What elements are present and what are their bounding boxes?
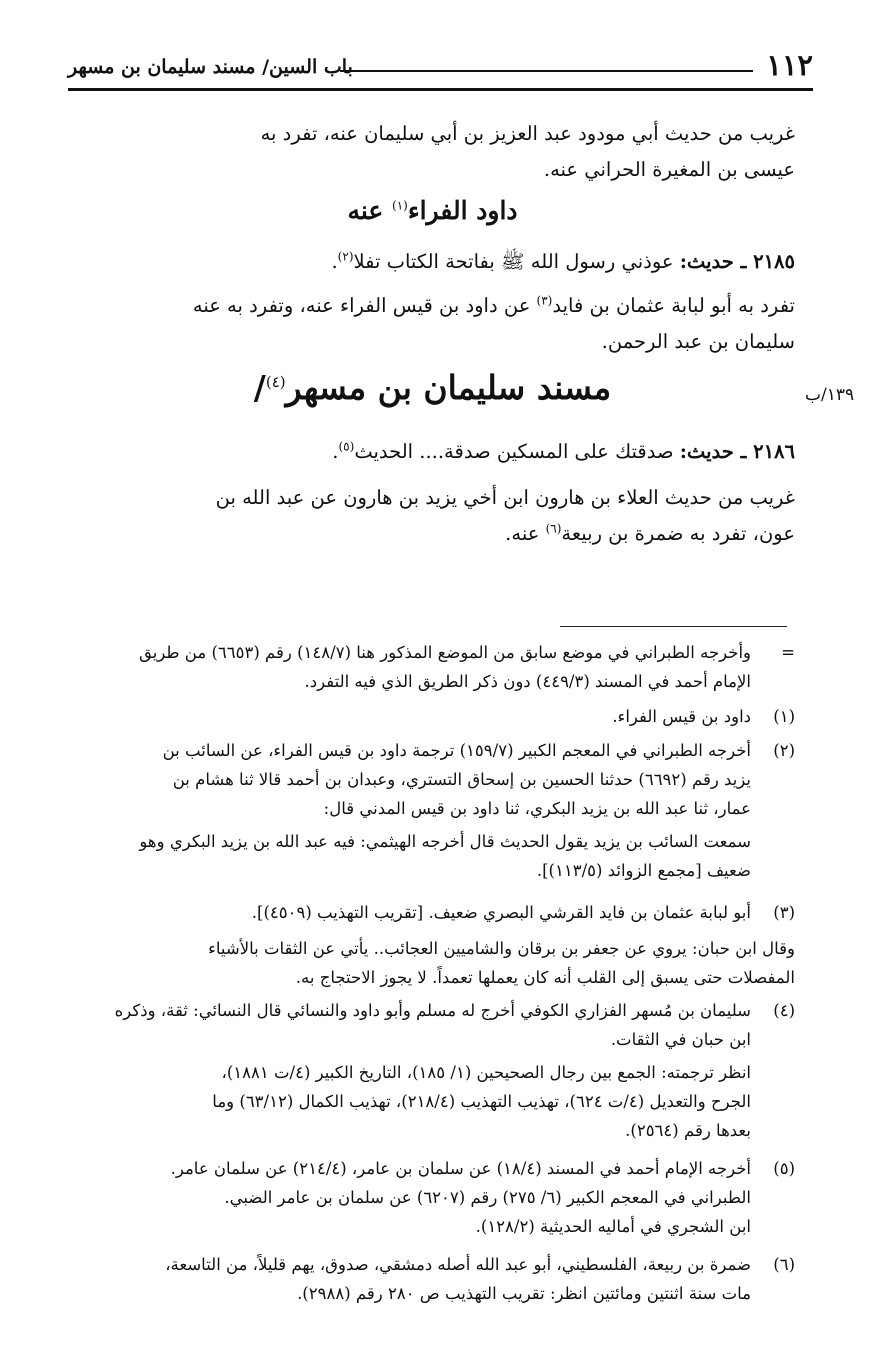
footnote-line: ابن حبان في الثقات.: [610, 1030, 751, 1049]
footnote-continued: [70, 638, 795, 696]
footnote-line: ضعيف [مجمع الزوائد (١١٣/٥)].: [536, 861, 751, 880]
footnote-line: وقال ابن حبان: يروي عن جعفر بن برقان والشاميين العجائب.. يأتي عن الثقات بالأشياء: [208, 939, 795, 958]
hadith-number: ٢١٨٦ ـ حديث:: [679, 440, 795, 463]
footnote-ref: (٢): [337, 249, 354, 264]
hadith-end: .: [331, 250, 338, 273]
footnote-label: (٥): [773, 1159, 795, 1178]
paragraph-line: سليمان بن عبد الرحمن.: [601, 330, 795, 353]
hadith-2186: [70, 434, 795, 470]
paragraph-line: غريب من حديث أبي مودود عبد العزيز بن أبي سليمان عنه، تفرد به: [260, 122, 795, 145]
footnote-label: (٣): [773, 903, 795, 922]
paragraph-intro: [70, 116, 795, 188]
footnote-separator: [560, 626, 787, 627]
footnote-2: [70, 736, 795, 885]
running-header: [68, 46, 813, 88]
footnote-ref: (٥): [338, 439, 355, 454]
header-rule: [68, 88, 813, 91]
footnote-line: انظر ترجمته: الجمع بين رجال الصحيحين (١/ ١٨٥)، التاريخ الكبير (٤/ت ١٨٨١)،: [221, 1063, 751, 1082]
footnote-line: ضمرة بن ربيعة، الفلسطيني، أبو عبد الله أصله دمشقي، صدوق، يهم قليلاً، من التاسعة،: [165, 1255, 751, 1274]
page-number: ١١٢: [766, 48, 813, 82]
paragraph-line: غريب من حديث العلاء بن هارون ابن أخي يزيد بن هارون عن عبد الله بن: [215, 486, 795, 509]
footnote-line: بعدها رقم (٢٥٦٤).: [625, 1121, 751, 1140]
footnote-line: المفصلات حتى يسبق إلى القلب أنه كان يعملها تعمداً. لا يجوز الاحتجاج به.: [295, 968, 795, 987]
footnote-6: [70, 1250, 795, 1308]
paragraph-tafarrud: [70, 288, 795, 360]
footnote-line: الإمام أحمد في المسند (٤٤٩/٣) دون ذكر الطريق الذي فيه التفرد.: [304, 672, 751, 691]
hadith-2185: [70, 244, 795, 280]
footnote-line: ابن الشجري في أماليه الحديثية (١٢٨/٢).: [475, 1217, 751, 1236]
hadith-end: .: [332, 440, 339, 463]
footnote-label: (٦): [773, 1255, 795, 1274]
footnote-3: [70, 898, 795, 927]
footnote-5: [70, 1154, 795, 1241]
footnote-line: مات سنة اثنتين ومائتين انظر: تقريب التهذيب ص ٢٨٠ رقم (٢٩٨٨).: [297, 1284, 751, 1303]
paragraph-gharib: [70, 480, 795, 552]
section-heading-dawud: [70, 196, 795, 225]
heading-text: مسند سليمان بن مسهر: [285, 368, 612, 407]
footnote-line: الطبراني في المعجم الكبير (٦/ ٢٧٥) رقم (٦٢٠٧) عن سلمان بن عامر الضبي.: [224, 1188, 751, 1207]
footnote-4: [70, 996, 795, 1145]
paragraph-text: عن داود بن قيس الفراء عنه، وتفرد به عنه: [192, 294, 531, 317]
heading-text: داود الفراء: [407, 196, 518, 225]
footnote-ref: (٦): [545, 521, 562, 536]
footnote-line: أخرجه الإمام أحمد في المسند (١٨/٤) عن سلمان بن عامر، (٢١٤/٤) عن سلمان عامر.: [170, 1159, 751, 1178]
footnote-ref: (١): [392, 198, 408, 213]
footnote-ref: (٣): [536, 293, 553, 308]
paragraph-text: عون، تفرد به ضمرة بن ربيعة: [561, 522, 795, 545]
paragraph-line: عيسى بن المغيرة الحراني عنه.: [543, 158, 795, 181]
hadith-number: ٢١٨٥ ـ حديث:: [679, 250, 795, 273]
footnote-line: أبو لبابة عثمان بن فايد القرشي البصري ضعيف. [تقريب التهذيب (٤٥٠٩)].: [251, 903, 751, 922]
heading-tail: /: [253, 368, 266, 407]
hadith-text: عوذني رسول الله ﷺ بفاتحة الكتاب تفلا: [353, 250, 674, 273]
hadith-text: صدقتك على المسكين صدقة.... الحديث: [354, 440, 674, 463]
footnote-1: [70, 702, 795, 731]
paragraph-text: عنه.: [505, 522, 540, 545]
footnote-line: داود بن قيس الفراء.: [612, 707, 751, 726]
section-heading-musnad: [70, 368, 795, 407]
footnote-ref: (٤): [265, 373, 286, 391]
footnote-3-continued: [70, 934, 795, 992]
footnote-label: (٤): [773, 1001, 795, 1020]
footnote-label: =: [781, 643, 795, 662]
footnote-line: يزيد رقم (٦٦٩٢) حدثنا الحسين بن إسحاق التستري، وعبدان بن أحمد قالا ثنا هشام بن: [172, 770, 751, 789]
footnote-line: سمعت السائب بن يزيد يقول الحديث قال أخرجه الهيثمي: فيه عبد الله بن يزيد البكري وهو: [139, 832, 751, 851]
footnote-line: سليمان بن مُسهر الفزاري الكوفي أخرج له مسلم وأبو داود والنسائي قال النسائي: ثقة، وذكره: [114, 1001, 751, 1020]
footnote-line: وأخرجه الطبراني في موضع سابق من الموضع المذكور هنا (١٤٨/٧) رقم (٦٦٥٣) من طريق: [138, 643, 751, 662]
footnote-line: عمار، ثنا عبد الله بن يزيد البكري، ثنا داود بن قيس المدني قال:: [323, 799, 751, 818]
manuscript-folio-note: ١٣٩/ب: [805, 385, 855, 405]
footnote-label: (١): [773, 707, 795, 726]
heading-tail: عنه: [347, 196, 384, 225]
footnote-label: (٢): [773, 741, 795, 760]
paragraph-text: تفرد به أبو لبابة عثمان بن فايد: [552, 294, 795, 317]
header-dash-line: [340, 70, 753, 72]
footnote-line: الجرح والتعديل (٤/ت ٦٢٤)، تهذيب التهذيب (٢١٨/٤)، تهذيب الكمال (٦٣/١٢) وما: [212, 1092, 751, 1111]
footnote-line: أخرجه الطبراني في المعجم الكبير (١٥٩/٧) ترجمة داود بن قيس الفراء، عن السائب بن: [162, 741, 751, 760]
header-title: باب السين/ مسند سليمان بن مسهر: [68, 56, 353, 78]
